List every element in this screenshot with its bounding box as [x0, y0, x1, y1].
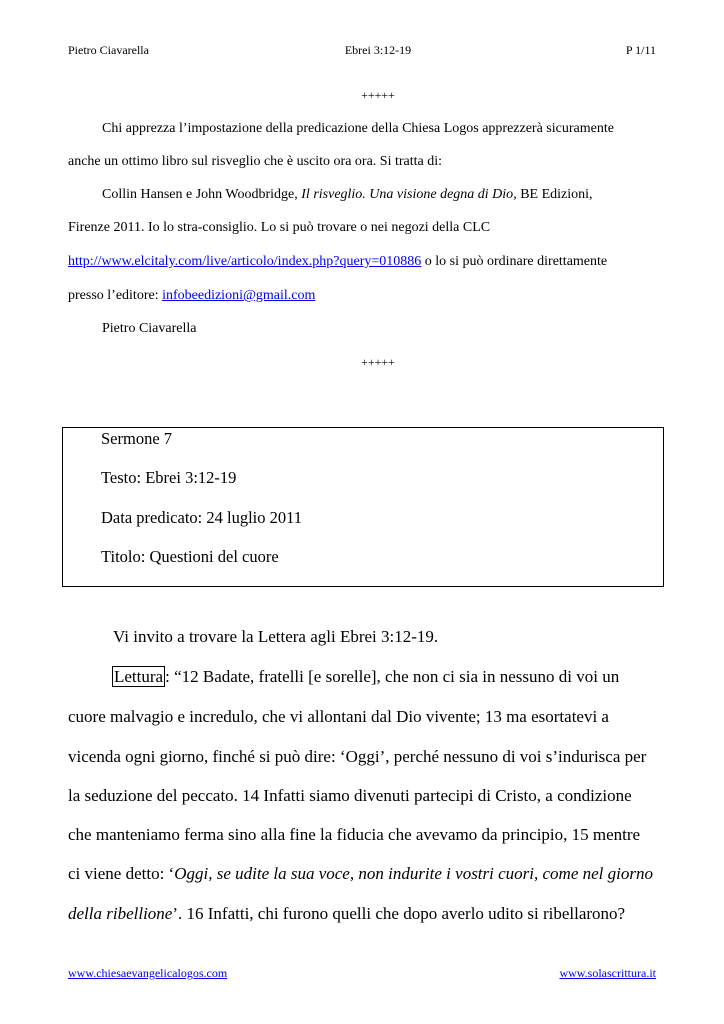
body-invite: Vi invito a trovare la Lettera agli Ebrei 3:12-19. [113, 627, 439, 646]
book-title: Il risveglio. Una visione degna di Dio [301, 187, 514, 202]
lettura-label: Lettura [114, 667, 164, 686]
sermon-number: Sermone 7 [101, 429, 173, 448]
intro-line-6 [68, 288, 315, 304]
book-authors: Collin Hansen e John Woodbridge, [102, 187, 302, 202]
body-line-7-quote: della ribellione [68, 904, 173, 923]
body-line-2: cuore malvagio e incredulo, che vi allontani dal Dio vivente; 13 ma esortatevi a [68, 707, 609, 726]
header-reference: Ebrei 3:12-19 [344, 43, 412, 57]
body-line-3: vicenda ogni giorno, finché si può dire: ‘Oggi’, perché nessuno di voi s’indurisca per [68, 747, 647, 766]
body-line-1-text: : “12 Badate, fratelli [e sorelle], che non ci sia in nessuno di voi un [165, 667, 620, 686]
body-line-7 [68, 904, 625, 924]
body-line-6 [68, 864, 653, 884]
body-line-5: che manteniamo ferma sino alla fine la fiducia che avevamo da principio, 15 mentre [68, 825, 641, 844]
intro-line-5 [68, 254, 607, 270]
intro-line-2: anche un ottimo libro sul risveglio che è uscito ora ora. Si tratta di: [68, 154, 443, 169]
clc-store-link[interactable]: http://www.elcitaly.com/live/articolo/index.php?query=010886 [68, 254, 422, 269]
body-line-4: la seduzione del peccato. 14 Infatti siamo divenuti partecipi di Cristo, a condizione [68, 786, 632, 805]
header-author: Pietro Ciavarella [68, 43, 149, 57]
sermon-date: Data predicato: 24 luglio 2011 [101, 508, 303, 527]
publisher-email-link[interactable]: infobeedizioni@gmail.com [162, 288, 316, 303]
intro-signature: Pietro Ciavarella [102, 321, 197, 336]
separator-bottom: +++++ [361, 355, 395, 369]
body-line-6-quote: Oggi, se udite la sua voce, non indurite i vostri cuori, come nel giorno [174, 864, 653, 883]
body-line-6-text: ci viene detto: ‘ [68, 864, 175, 883]
body-line-7-text: ’. 16 Infatti, chi furono quelli che dopo averlo udito si ribellarono? [172, 904, 626, 923]
header-page-number: P 1/11 [625, 43, 656, 57]
publisher-label: presso l’editore: [68, 288, 163, 303]
intro-line-4: Firenze 2011. Io lo stra-consiglio. Lo si può trovare o nei negozi della CLC [68, 220, 491, 235]
footer-right-link[interactable]: www.solascrittura.it [559, 966, 656, 980]
sermon-title: Titolo: Questioni del cuore [101, 547, 279, 566]
footer-left-link[interactable]: www.chiesaevangelicalogos.com [68, 966, 228, 980]
sermon-text: Testo: Ebrei 3:12-19 [101, 468, 237, 487]
book-publisher: , BE Edizioni, [513, 187, 593, 202]
intro-line-1: Chi apprezza l’impostazione della predicazione della Chiesa Logos apprezzerà sicuramente [102, 121, 614, 136]
separator-top: +++++ [361, 88, 395, 102]
book-reference [102, 187, 593, 203]
intro-line-5-text: o lo si può ordinare direttamente [421, 254, 608, 269]
body-line-1 [112, 667, 619, 687]
